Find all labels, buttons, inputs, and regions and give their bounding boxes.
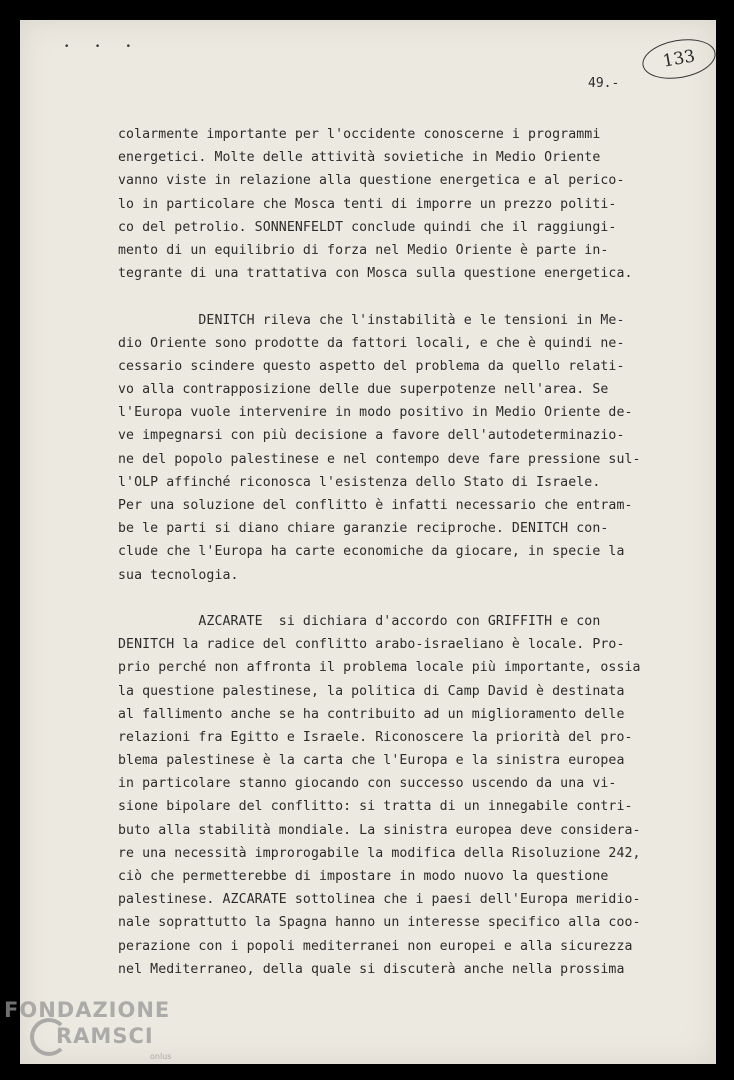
text-line: sua tecnologia. bbox=[118, 567, 239, 583]
text-line: l'Europa vuole intervenire in modo positivo in Medio Oriente de- bbox=[118, 405, 633, 421]
text-line: la questione palestinese, la politica di Camp David è destinata bbox=[118, 683, 625, 699]
text-line: tegrante di una trattativa con Mosca sulla questione energetica. bbox=[118, 266, 633, 282]
text-line: al fallimento anche se ha contribuito ad un miglioramento delle bbox=[118, 706, 625, 722]
text-line: Per una soluzione del conflitto è infatti necessario che entram- bbox=[118, 498, 633, 513]
text-line: be le parti si diano chiare garanzie reciproche. DENITCH con- bbox=[118, 521, 609, 537]
text-line: DENITCH la radice del conflitto arabo-israeliano è locale. Pro- bbox=[118, 637, 625, 653]
text-line: colarmente importante per l'occidente conoscerne i programmi bbox=[118, 127, 601, 142]
text-line: energetici. Molte delle attività sovietiche in Medio Oriente bbox=[118, 150, 601, 166]
page-number: 49.- bbox=[588, 76, 620, 91]
text-line: palestinese. AZCARATE sottolinea che i paesi dell'Europa meridio- bbox=[118, 892, 641, 908]
watermark-line-1: FONDAZIONE bbox=[4, 998, 171, 1022]
text-line: mento di un equilibrio di forza nel Medio Oriente è parte in- bbox=[118, 242, 609, 258]
text-line: ve impegnarsi con più decisione a favore dell'autodeterminazio- bbox=[118, 428, 625, 444]
text-line: ciò che permetterebbe di impostare in modo nuovo la questione bbox=[118, 869, 609, 884]
document-page bbox=[20, 20, 716, 1064]
text-line: blema palestinese è la carta che l'Europa e la sinistra europea bbox=[118, 753, 625, 769]
text-line: prio perché non affronta il problema locale più importante, ossia bbox=[118, 660, 641, 676]
text-line: vo alla contrapposizione delle due superpotenze nell'area. Se bbox=[118, 382, 609, 398]
text-line: lo in particolare che Mosca tenti di imporre un prezzo politi- bbox=[118, 196, 617, 212]
text-line: DENITCH rileva che l'instabilità e le tensioni in Me- bbox=[118, 312, 625, 328]
text-line: l'OLP affinché riconosca l'esistenza dello Stato di Israele. bbox=[118, 474, 601, 490]
text-line: relazioni fra Egitto e Israele. Riconoscere la priorità del pro- bbox=[118, 729, 633, 745]
paragraph-gap bbox=[118, 285, 698, 308]
text-line: buto alla stabilità mondiale. La sinistra europea deve considera- bbox=[118, 822, 641, 838]
paragraph bbox=[118, 610, 698, 981]
text-line: sione bipolare del conflitto: si tratta di un innegabile contri- bbox=[118, 799, 633, 815]
watermark-suffix: onlus bbox=[150, 1052, 172, 1061]
text-line: ne del popolo palestinese e nel contempo deve fare pressione sul- bbox=[118, 451, 641, 467]
text-line: nale soprattutto la Spagna hanno un interesse specifico alla coo- bbox=[118, 915, 641, 931]
punch-marks: • • • bbox=[64, 42, 142, 52]
paragraph bbox=[118, 309, 698, 587]
text-line: vanno viste in relazione alla questione energetica e al perico- bbox=[118, 173, 625, 189]
paragraph-gap bbox=[118, 587, 698, 610]
text-line: perazione con i popoli mediterranei non europei e alla sicurezza bbox=[118, 938, 633, 954]
body-text bbox=[118, 123, 698, 981]
text-line: cessario scindere questo aspetto del problema da quello relati- bbox=[118, 358, 625, 374]
text-line: re una necessità improrogabile la modifica della Risoluzione 242, bbox=[118, 845, 641, 861]
text-line: clude che l'Europa ha carte economiche da giocare, in specie la bbox=[118, 544, 625, 560]
fondazione-gramsci-watermark bbox=[4, 998, 204, 1078]
watermark-line-2: RAMSCI bbox=[56, 1024, 154, 1048]
text-line: AZCARATE si dichiara d'accordo con GRIFFITH e con bbox=[118, 613, 601, 629]
archive-stamp: 133 bbox=[639, 34, 718, 84]
text-line: co del petrolio. SONNENFELDT conclude quindi che il raggiungi- bbox=[118, 219, 617, 235]
paragraph bbox=[118, 123, 698, 285]
text-line: nel Mediterraneo, della quale si discuterà anche nella prossima bbox=[118, 961, 625, 977]
text-line: dio Oriente sono prodotte da fattori locali, e che è quindi ne- bbox=[118, 335, 625, 351]
text-line: in particolare stanno giocando con successo uscendo da una vi- bbox=[118, 776, 617, 792]
